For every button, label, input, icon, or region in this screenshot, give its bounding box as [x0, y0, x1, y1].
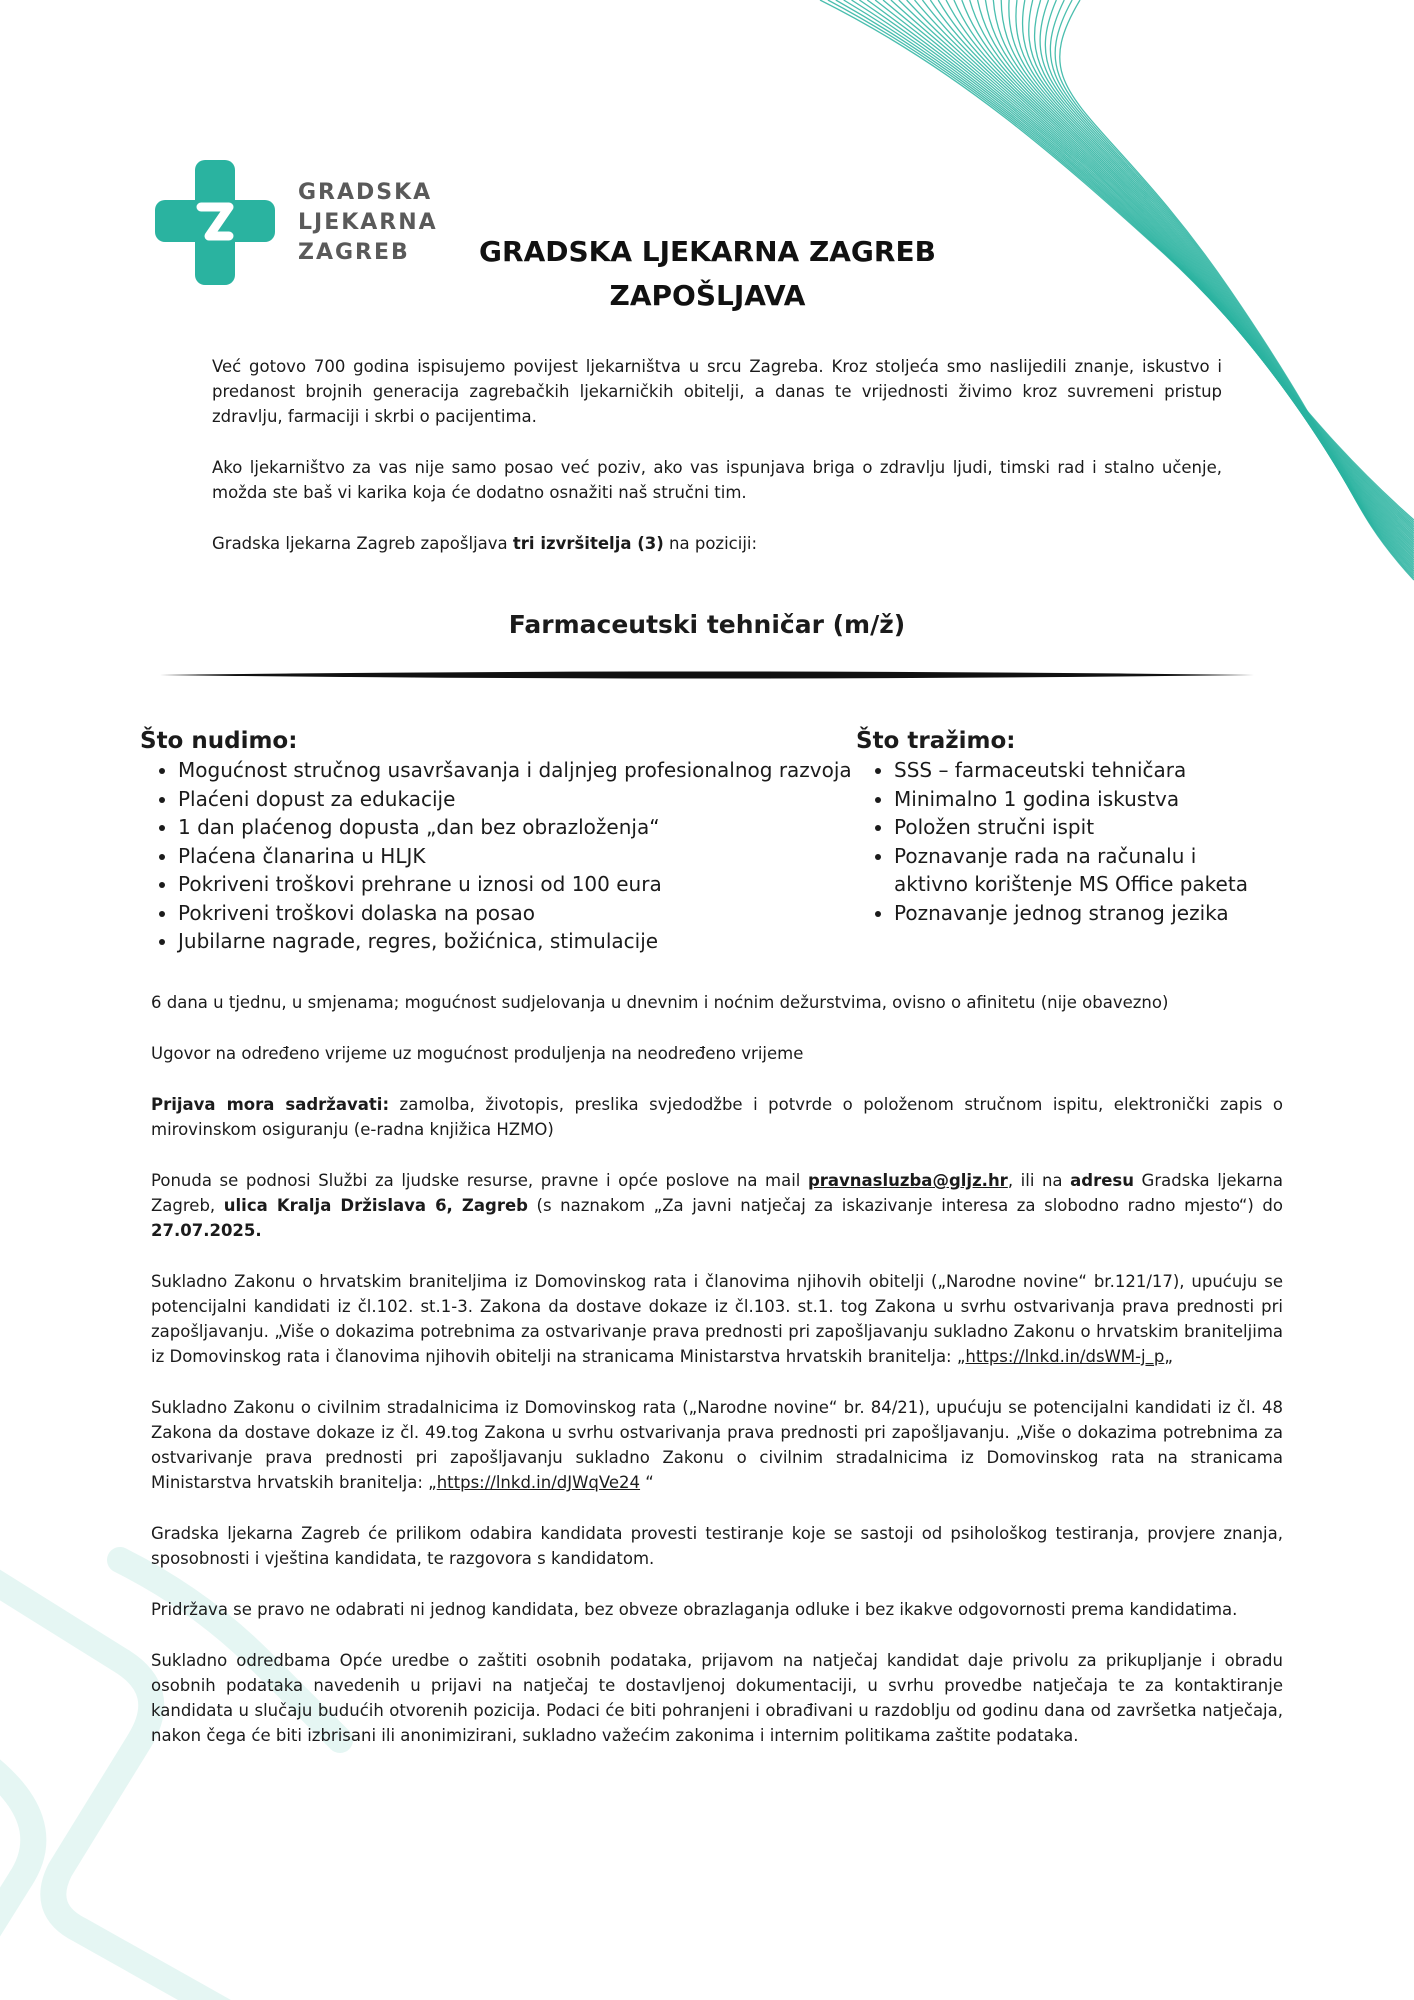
- intro-text: na poziciji:: [663, 534, 758, 553]
- submission-text: , ili na: [1007, 1171, 1071, 1190]
- list-item: • Jubilarne nagrade, regres, božićnica, stimulacije: [178, 927, 860, 956]
- requirements-section: [856, 726, 1276, 927]
- veterans-notice: [151, 1269, 1283, 1369]
- list-item: • Pokriveni troškovi prehrane u iznosi od 100 eura: [178, 870, 860, 899]
- submission-text: (s naznakom „Za javni natječaj za iskazivanje interesa za slobodno radno mjesto“) do: [527, 1196, 1283, 1215]
- list-item: • Plaćena članarina u HLJK: [178, 842, 860, 871]
- title-line-1: GRADSKA LJEKARNA ZAGREB: [479, 235, 936, 268]
- list-item: • Mogućnost stručnog usavršavanja i daljnjeg profesionalnog razvoja: [178, 756, 860, 785]
- email-link[interactable]: pravnasluzba@gljz.hr: [807, 1171, 1008, 1190]
- logo-wordmark: [298, 178, 438, 268]
- privacy-text: Sukladno odredbama Opće uredbe o zaštiti osobnih podataka, prijavom na natječaj kandidat daje privolu za prikupljanje i obradu osobnih podataka navedenih u prijavi na natječaj te dostavljenoj dokumentaciji, u svrhu provedbe natječaja te za kontaktiranje kandidata u slučaju budućih otvorenih pozicija. Podaci će biti pohranjeni i obrađivani u razdoblju od godinu dana od završetka natječaja, nakon čega će biti izbrisani ili anonimizirani, sukladno važećim zakonima i internim politikama zaštite podataka.: [151, 1651, 1283, 1745]
- civil-text: “: [640, 1473, 654, 1492]
- civil-victims-notice: [151, 1395, 1283, 1495]
- veterans-link[interactable]: https://lnkd.in/dsWM-j_p: [965, 1347, 1165, 1366]
- civil-text: Sukladno Zakonu o civilnim stradalnicima iz Domovinskog rata („Narodne novine“ br. 84/21), upućuju se potencijalni kandidati iz čl. 48 Zakona da dostave dokaze iz čl. 49.tog Zakona u svrhu ostvarivanja prava prednosti pri zapošljavanju. „Više o dokazima potrebnima za ostvarivanje prava prednosti pri zapošljavanju sukladno Zakonu o civilnim stradalnicima iz Domovinskog rata na stranicama Ministarstva hrvatskih branitelja: „: [151, 1398, 1283, 1492]
- testing-text: Gradska ljekarna Zagreb će prilikom odabira kandidata provesti testiranje koje se sastoji od psihološkog testiranja, provjere znanja, sposobnosti i vještina kandidata, te razgovora s kandidatom.: [151, 1524, 1283, 1568]
- wave-outline: [0, 1760, 33, 1960]
- street-address: ulica Kralja Držislava 6, Zagreb: [223, 1196, 528, 1215]
- intro-paragraph: Ako ljekarništvo za vas nije samo posao već poziv, ako vas ispunjava briga o zdravlju ljudi, timski rad i stalno učenje, možda ste baš vi karika koja će dodatno osnažiti naš stručni tim.: [212, 458, 1222, 502]
- title-line-2: ZAPOŠLJAVA: [609, 279, 806, 312]
- list-item: • SSS – farmaceutski tehničara: [894, 756, 1276, 785]
- logo-line: GRADSKA: [298, 180, 433, 205]
- submission-text: Gradska ljekarna Zagreb,: [151, 1171, 1283, 1215]
- logo-line: LJEKARNA: [298, 210, 438, 235]
- list-item: • Poznavanje rada na računalu i aktivno korištenje MS Office paketa: [894, 842, 1276, 899]
- application-text: zamolba, životopis, preslika svjedodžbe i potvrde o položenom stručnom ispitu, elektronički zapis o mirovinskom osiguranju (e-radna knjižica HZMO): [151, 1095, 1283, 1139]
- intro-section: [212, 354, 1222, 582]
- list-item: • Položen stručni ispit: [894, 813, 1276, 842]
- list-item: • Plaćeni dopust za edukacije: [178, 785, 860, 814]
- submission-info: [151, 1168, 1283, 1243]
- address-label: adresu: [1070, 1171, 1134, 1190]
- logo-line: ZAGREB: [298, 240, 410, 265]
- position-title: Farmaceutski tehničar (m/ž): [508, 610, 906, 639]
- offer-list: [140, 756, 860, 956]
- positions-count: tri izvršitelja (3): [512, 534, 664, 553]
- requirements-heading: Što tražimo:: [856, 728, 1016, 754]
- list-item: • Pokriveni troškovi dolaska na posao: [178, 899, 860, 928]
- offer-heading: Što nudimo:: [140, 728, 298, 754]
- deadline-date: 27.07.2025.: [151, 1221, 262, 1240]
- schedule-text: 6 dana u tjednu, u smjenama; mogućnost sudjelovanja u dnevnim i noćnim dežurstvima, ovisno o afinitetu (nije obavezno): [151, 993, 1169, 1012]
- submission-text: Ponuda se podnosi Službi za ljudske resurse, pravne i opće poslove na mail: [151, 1171, 808, 1190]
- application-requirements: [151, 1092, 1283, 1142]
- intro-text: Gradska ljekarna Zagreb zapošljava: [212, 534, 513, 553]
- veterans-text: Sukladno Zakonu o hrvatskim braniteljima iz Domovinskog rata i članovima njihovih obitelji („Narodne novine“ br.121/17), upućuju se potencijalni kandidati iz čl.102. st.1-3. Zakona da dostave dokaze iz čl.103. st.1. tog Zakona u svrhu ostvarivanja prava prednosti pri zapošljavanju. „Više o dokazima potrebnima za ostvarivanje prava prednosti pri zapošljavanju sukladno Zakonu o hrvatskim braniteljima iz Domovinskog rata i članovima njihovih obitelji na stranicama Ministarstva hrvatskih branitelja: „: [151, 1272, 1283, 1366]
- application-label: Prijava mora sadržavati:: [151, 1095, 390, 1114]
- contract-text: Ugovor na određeno vrijeme uz mogućnost produljenja na neodređeno vrijeme: [151, 1044, 804, 1063]
- intro-paragraph: Već gotovo 700 godina ispisujemo povijest ljekarništva u srcu Zagreba. Kroz stoljeća smo naslijedili znanje, iskustvo i predanost brojnih generacija zagrebačkih ljekarničkih obitelji, a danas te vrijednosti živimo kroz suvremeni pristup zdravlju, farmaciji i skrbi o pacijentima.: [212, 357, 1222, 426]
- divider: [160, 664, 1254, 686]
- requirements-list: [856, 756, 1276, 927]
- veterans-text: „: [1164, 1347, 1173, 1366]
- details-section: [151, 990, 1283, 1774]
- list-item: • 1 dan plaćenog dopusta „dan bez obrazloženja“: [178, 813, 860, 842]
- list-item: • Poznavanje jednog stranog jezika: [894, 899, 1276, 928]
- list-item: • Minimalno 1 godina iskustva: [894, 785, 1276, 814]
- page-title: [440, 230, 975, 318]
- civil-link[interactable]: https://lnkd.in/dJWqVe24: [436, 1473, 641, 1492]
- offer-section: [140, 726, 860, 956]
- reservation-text: Pridržava se pravo ne odabrati ni jednog kandidata, bez obveze obrazlaganja odluke i bez ikakve odgovornosti prema kandidatima.: [151, 1600, 1238, 1619]
- intro-positions: [212, 531, 1222, 556]
